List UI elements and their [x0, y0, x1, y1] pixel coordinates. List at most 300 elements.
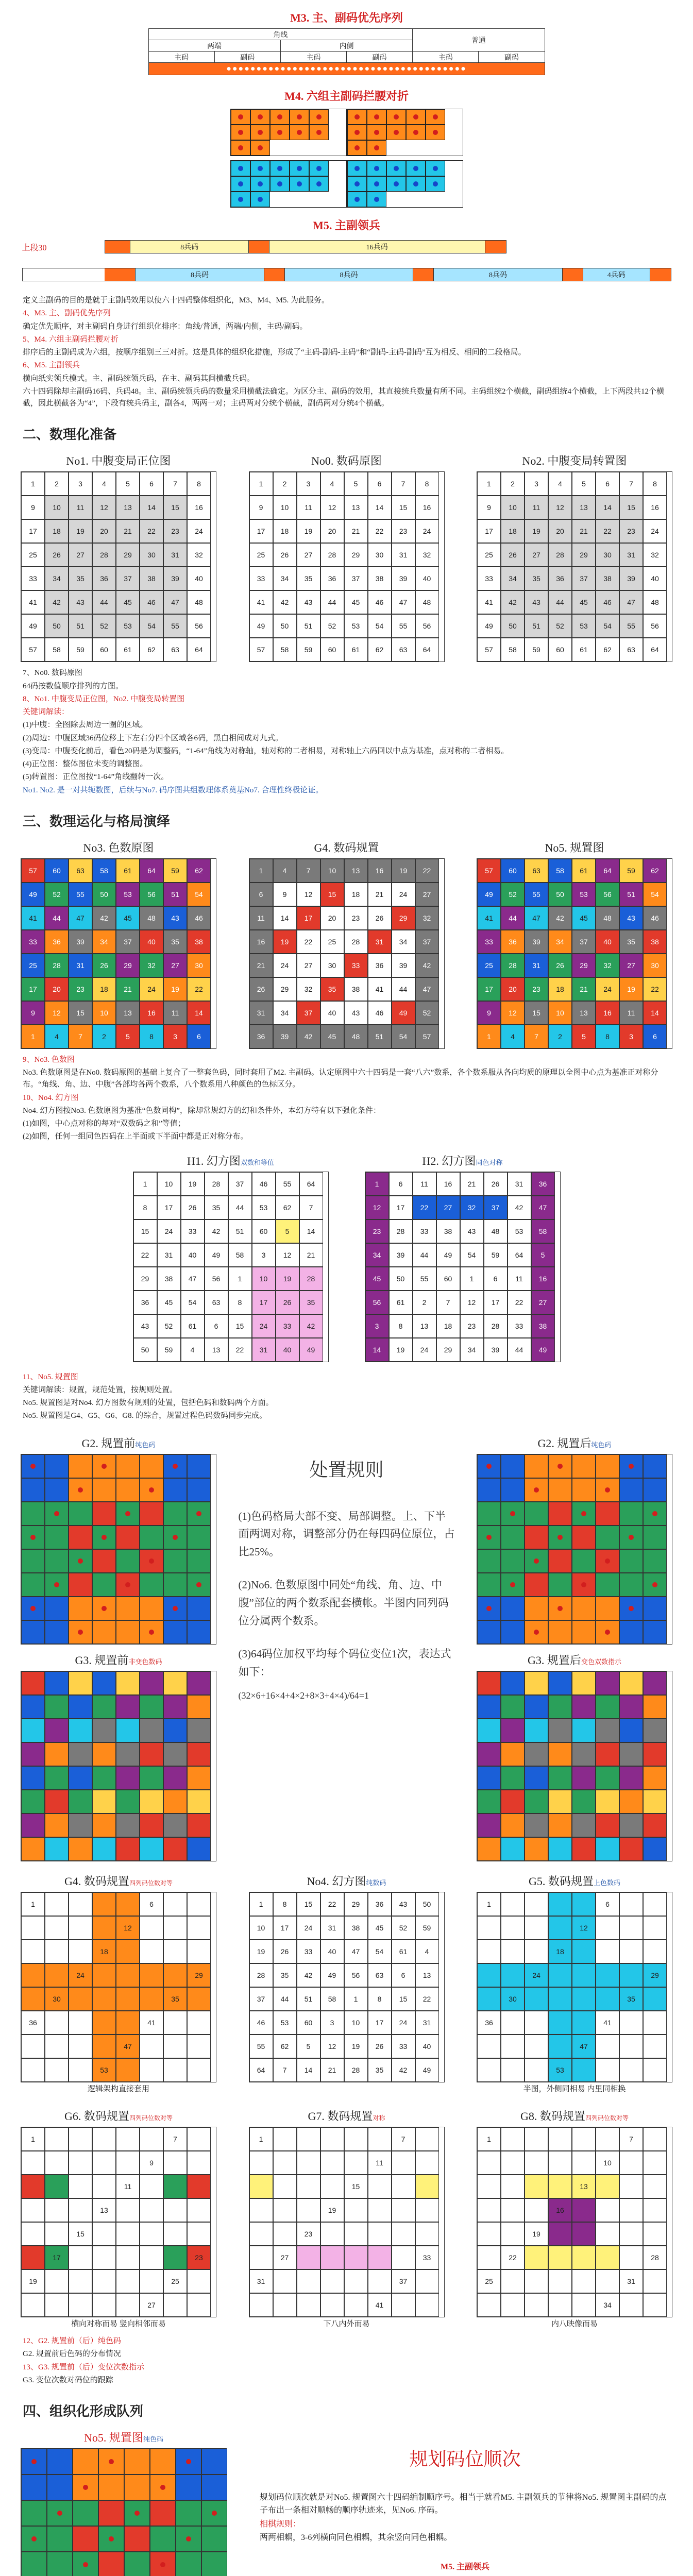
- grid-cell: 8: [140, 1025, 163, 1048]
- marker-dot: [109, 2459, 114, 2464]
- grid-cell: [73, 2526, 98, 2552]
- grid-cell: [477, 1742, 501, 1766]
- section-2-grids: [21, 452, 672, 662]
- grid-cell: 7: [392, 472, 415, 496]
- grid-cell: [619, 1790, 643, 1814]
- grid-cell: 24: [392, 883, 415, 906]
- grid-cell: [21, 1916, 45, 1940]
- grid-cell: [116, 1892, 140, 1916]
- grid-cell: [187, 1742, 211, 1766]
- grid-cell: 33: [508, 1314, 531, 1338]
- grid-cell: [501, 1573, 525, 1597]
- marker-dot: [258, 114, 263, 120]
- grid-cell: 3: [320, 2011, 344, 2035]
- grid-cell: 46: [368, 1001, 392, 1025]
- grid-cell: 17: [477, 519, 501, 543]
- marker-dot: [354, 114, 360, 120]
- grid-cell: 38: [531, 1314, 555, 1338]
- fold-cell: [231, 140, 250, 156]
- grid-cell: 37: [228, 1172, 252, 1196]
- grid-cell: 7: [525, 1025, 548, 1048]
- grid-cell: 47: [69, 906, 92, 930]
- m5-upper-strip: [105, 240, 506, 253]
- grid-cell: 52: [501, 883, 525, 906]
- grid-cell: 27: [619, 954, 643, 977]
- grid-cell: 7: [392, 2127, 415, 2151]
- marker-dot: [374, 114, 379, 120]
- grid-cell: 31: [619, 2269, 643, 2293]
- grid-cell: 23: [365, 1219, 389, 1243]
- grid-cell: 50: [92, 883, 116, 906]
- grid-cell: 28: [501, 954, 525, 977]
- g3-after-grid: [477, 1671, 672, 1861]
- marker-dot: [433, 114, 438, 120]
- grid-cell: 40: [276, 1338, 299, 1362]
- marker-dot: [510, 1511, 515, 1516]
- grid-cell: [596, 1916, 619, 1940]
- grid-cell: [45, 1940, 69, 1963]
- grid-cell: 33: [181, 1219, 205, 1243]
- note: No5. 规置图是对No4. 幻方图数有规则的处置，包括色码和数码两个方面。: [23, 1399, 274, 1407]
- grid-cell: [116, 1837, 140, 1861]
- fold-cell: [250, 176, 270, 192]
- grid-cell: 60: [320, 638, 344, 662]
- grid-cell: [572, 1620, 596, 1644]
- grid-cell: 62: [368, 638, 392, 662]
- marker-dot: [557, 1606, 563, 1611]
- m5-upper-label: 上段30: [22, 244, 47, 252]
- grid-cell: [73, 2500, 98, 2526]
- grid-cell: 37: [415, 930, 439, 954]
- fold-cell: [270, 161, 290, 176]
- grid-cell: [525, 2269, 548, 2293]
- grid-cell: 29: [116, 543, 140, 567]
- grid-cell: [45, 1526, 69, 1549]
- grid-cell: 36: [368, 954, 392, 977]
- grid-cell: 1: [477, 1892, 501, 1916]
- grid-cell: 7: [273, 2058, 297, 2082]
- grid-cell: [525, 2151, 548, 2175]
- marker-dot: [581, 1582, 586, 1587]
- grid-cell: [69, 1892, 92, 1916]
- grid-cell: [98, 2526, 124, 2552]
- grid-cell: 56: [140, 883, 163, 906]
- grid-cell: [21, 1790, 45, 1814]
- grid-cell: [163, 2058, 187, 2082]
- grid-cell: [176, 2552, 201, 2576]
- grid-cell: 1: [133, 1172, 157, 1196]
- grid-cell: 58: [548, 859, 572, 883]
- grid-cell: 41: [368, 977, 392, 1001]
- grid-cell: [643, 1766, 667, 1790]
- grid-cell: [501, 2269, 525, 2293]
- grid-cell: 27: [273, 2246, 297, 2269]
- grid-cell: 8: [273, 1892, 297, 1916]
- order-title: 规划码位顺次: [409, 2449, 521, 2469]
- grid-cell: [140, 1597, 163, 1620]
- grid-cell: 13: [572, 1001, 596, 1025]
- grid-cell: [98, 2449, 124, 2475]
- fold-cell: [426, 161, 445, 176]
- grid-cell: 23: [525, 977, 548, 1001]
- grid-cell: [21, 2500, 47, 2526]
- grid-cell: [572, 1987, 596, 2011]
- grid-cell: [140, 1987, 163, 2011]
- g-right-col: [477, 1435, 672, 1861]
- grid-cell: [69, 1837, 92, 1861]
- marker-dot: [297, 181, 302, 187]
- grid-cell: [501, 2151, 525, 2175]
- grid-cell: 24: [643, 519, 667, 543]
- grid-cell: 24: [69, 1963, 92, 1987]
- marker-dot: [258, 145, 263, 150]
- grid-cell: [163, 2035, 187, 2058]
- grid-cell: [572, 2269, 596, 2293]
- grid-cell: 44: [413, 1243, 436, 1267]
- no5-grid: [477, 858, 672, 1049]
- grid-cell: [619, 1573, 643, 1597]
- grid-cell: [187, 1814, 211, 1837]
- grid-cell: 15: [133, 1219, 157, 1243]
- grid-cell: [21, 2293, 45, 2317]
- g3r-sub: 非变色数码: [128, 1657, 162, 1666]
- grid-cell: [548, 1549, 572, 1573]
- grid-cell: [619, 1963, 643, 1987]
- marker-dot: [238, 197, 243, 202]
- grid-cell: 40: [415, 567, 439, 590]
- grid-cell: 12: [297, 883, 320, 906]
- fold-cell: [231, 109, 250, 125]
- grid-cell: [116, 1987, 140, 2011]
- marker-dot: [258, 197, 263, 202]
- grid-cell: [596, 2127, 619, 2151]
- grid-cell: 19: [181, 1172, 205, 1196]
- grid-cell: [596, 1695, 619, 1719]
- fold-cell: [406, 176, 426, 192]
- grid-cell: 43: [69, 590, 92, 614]
- grid-cell: [643, 2293, 667, 2317]
- grid-cell: 15: [392, 1987, 415, 2011]
- grid-cell: [201, 2449, 227, 2475]
- grid-cell: 6: [484, 1267, 508, 1291]
- marker-dot: [394, 181, 399, 187]
- g4-box: [21, 1873, 216, 2096]
- grid-cell: [525, 1526, 548, 1549]
- grid-cell: 63: [368, 1963, 392, 1987]
- grid-cell: [116, 1940, 140, 1963]
- intro-para: 横向纸实领兵模式。主、副码统领兵码，在主、副码其间横截兵码。: [23, 374, 255, 383]
- marker-dot: [78, 1487, 83, 1493]
- g4-grid: [21, 1892, 216, 2082]
- m3-label: 主码: [280, 52, 346, 63]
- grid-cell: [163, 1916, 187, 1940]
- grid-cell: [45, 1454, 69, 1478]
- marker-dot: [486, 1606, 492, 1611]
- grid-cell: [69, 2293, 92, 2317]
- intro-text: [21, 295, 672, 410]
- grid-cell: 17: [484, 1291, 508, 1314]
- grid-cell: [619, 2151, 643, 2175]
- grid-cell: 17: [368, 2011, 392, 2035]
- grid-cell: 13: [572, 2175, 596, 2198]
- grid-cell: [572, 1478, 596, 1502]
- grid-cell: [501, 1671, 525, 1695]
- grid-cell: 31: [157, 1243, 181, 1267]
- grid-cell: 36: [320, 567, 344, 590]
- grid-cell: 3: [163, 1025, 187, 1048]
- grid-cell: [21, 1620, 45, 1644]
- grid-cell: 34: [501, 567, 525, 590]
- grid-cell: [140, 1790, 163, 1814]
- grid-cell: 3: [525, 472, 548, 496]
- grid-cell: 28: [45, 954, 69, 977]
- grid-cell: [477, 1719, 501, 1742]
- grid-cell: [116, 2011, 140, 2035]
- grid-cell: 41: [596, 2011, 619, 2035]
- grid-cell: 18: [548, 1940, 572, 1963]
- grid-cell: 45: [368, 1916, 392, 1940]
- grid-cell: 36: [21, 2011, 45, 2035]
- grid-cell: [140, 2127, 163, 2151]
- grid-cell: 16: [415, 496, 439, 519]
- grid-cell: 11: [368, 2151, 392, 2175]
- grid-cell: 44: [320, 590, 344, 614]
- grid-cell: 35: [619, 930, 643, 954]
- marker-dot: [652, 1511, 657, 1516]
- grid-cell: [249, 2246, 273, 2269]
- grid-cell: 62: [187, 859, 211, 883]
- grid-cell: 17: [252, 1291, 276, 1314]
- strip-seg: [563, 268, 583, 281]
- marker-dot: [57, 2511, 62, 2516]
- grid-cell: 38: [157, 1267, 181, 1291]
- grid-cell: 53: [508, 1219, 531, 1243]
- grid-cell: [368, 2127, 392, 2151]
- grid-cell: [92, 2293, 116, 2317]
- marker-dot: [534, 1630, 539, 1635]
- grid-cell: 32: [187, 543, 211, 567]
- grid-cell: [477, 2035, 501, 2058]
- grid-cell: 1: [249, 859, 273, 883]
- grid-cell: 24: [187, 519, 211, 543]
- grid-cell: [69, 1916, 92, 1940]
- grid-cell: 19: [389, 1338, 413, 1362]
- marker-dot: [173, 1606, 178, 1611]
- grid-cell: 38: [643, 930, 667, 954]
- grid-cell: [92, 1742, 116, 1766]
- grid-cell: 33: [21, 567, 45, 590]
- grid-cell: 29: [133, 1267, 157, 1291]
- note: 7、No0. 数码原图: [23, 669, 82, 677]
- grid-cell: 13: [413, 1314, 436, 1338]
- grid-cell: [619, 2035, 643, 2058]
- grid-cell: 17: [45, 2246, 69, 2269]
- grid-cell: 39: [389, 1243, 413, 1267]
- marker-dot: [374, 130, 379, 135]
- grid-cell: 64: [187, 638, 211, 662]
- no2-title: No2. 中腹变局转置图: [522, 454, 627, 468]
- grid-cell: [572, 1573, 596, 1597]
- fold-cell: [270, 109, 290, 125]
- grid-cell: [548, 2035, 572, 2058]
- grid-cell: [45, 1597, 69, 1620]
- marker-dot: [354, 130, 360, 135]
- grid-cell: 22: [415, 859, 439, 883]
- grid-cell: 23: [163, 519, 187, 543]
- marker-dot: [605, 1558, 610, 1564]
- fold-cell: [367, 109, 386, 125]
- grid-cell: [187, 2293, 211, 2317]
- grid-cell: 11: [413, 1172, 436, 1196]
- grid-cell: 33: [344, 954, 368, 977]
- grid-cell: 5: [116, 1025, 140, 1048]
- grid-cell: 21: [299, 1243, 323, 1267]
- marker-dot: [83, 2485, 88, 2490]
- grid-cell: 64: [140, 859, 163, 883]
- grid-cell: 39: [484, 1338, 508, 1362]
- grid-cell: 48: [187, 590, 211, 614]
- grid-cell: 24: [525, 1963, 548, 1987]
- grid-cell: 62: [596, 638, 619, 662]
- marker-dot: [54, 1582, 59, 1587]
- grid-cell: [163, 1766, 187, 1790]
- grid-cell: 62: [140, 638, 163, 662]
- grid-cell: [572, 1695, 596, 1719]
- grid-cell: 12: [276, 1243, 299, 1267]
- grid-cell: 34: [273, 1001, 297, 1025]
- grid-cell: 58: [228, 1243, 252, 1267]
- grid-cell: [249, 2198, 273, 2222]
- marker-dot: [238, 166, 243, 171]
- grid-cell: 14: [365, 1338, 389, 1362]
- grid-cell: [150, 2449, 176, 2475]
- grid-cell: 60: [92, 638, 116, 662]
- grid-cell: [619, 1502, 643, 1526]
- grid-cell: 24: [596, 977, 619, 1001]
- grid-cell: 30: [187, 954, 211, 977]
- marker-dot: [277, 130, 282, 135]
- grid-cell: 26: [45, 543, 69, 567]
- g6-box: [21, 2108, 216, 2331]
- grid-cell: 5: [297, 2035, 320, 2058]
- strip-seg: 4兵码: [583, 268, 650, 281]
- fold-cell: [290, 176, 309, 192]
- grid-cell: 43: [619, 906, 643, 930]
- marker-dot: [160, 2562, 165, 2567]
- grid-cell: [140, 1549, 163, 1573]
- grid-cell: 53: [548, 2058, 572, 2082]
- grid-cell: [477, 1963, 501, 1987]
- grid-cell: 30: [501, 1987, 525, 2011]
- marker-dot: [534, 1558, 539, 1564]
- grid-cell: [320, 2293, 344, 2317]
- grid-cell: 13: [92, 2198, 116, 2222]
- grid-cell: 8: [368, 1987, 392, 2011]
- marker-dot: [354, 166, 360, 171]
- grid-cell: [163, 2293, 187, 2317]
- grid-cell: 53: [572, 614, 596, 638]
- grid-cell: [92, 1790, 116, 1814]
- marker-dot: [160, 2485, 165, 2490]
- grid-cell: 31: [508, 1172, 531, 1196]
- marker-dot: [297, 114, 302, 120]
- grid-cell: 31: [249, 2269, 273, 2293]
- grid-cell: 22: [415, 1987, 439, 2011]
- grid-cell: 31: [69, 954, 92, 977]
- grid-cell: 34: [365, 1243, 389, 1267]
- grid-cell: 42: [299, 1314, 323, 1338]
- grid-cell: 29: [273, 977, 297, 1001]
- strip-seg: [413, 268, 434, 281]
- grid-cell: 1: [249, 2127, 273, 2151]
- grid-cell: 31: [619, 543, 643, 567]
- grid-cell: [69, 2246, 92, 2269]
- grid-cell: [572, 1963, 596, 1987]
- grid-cell: 50: [133, 1338, 157, 1362]
- marker-dot: [433, 181, 438, 187]
- marker-dot: [238, 145, 243, 150]
- grid-cell: 40: [187, 567, 211, 590]
- grid-cell: 8: [389, 1314, 413, 1338]
- grid-cell: 48: [643, 590, 667, 614]
- grid-cell: [572, 1719, 596, 1742]
- grid-cell: [501, 2035, 525, 2058]
- strip-seg: [23, 268, 105, 281]
- grid-cell: [619, 2293, 643, 2317]
- grid-cell: 40: [320, 1001, 344, 1025]
- grid-cell: 3: [69, 472, 92, 496]
- fold-cell: [367, 176, 386, 192]
- h2-title: [365, 1153, 561, 1168]
- grid-cell: 50: [548, 883, 572, 906]
- grid-cell: 57: [477, 859, 501, 883]
- grid-cell: 57: [249, 638, 273, 662]
- grid-cell: [415, 2293, 439, 2317]
- marker-dot: [605, 1630, 610, 1635]
- grid-cell: [297, 2175, 320, 2198]
- grid-cell: 23: [297, 2222, 320, 2246]
- grid-cell: [572, 1814, 596, 1837]
- note: G3. 变位次数对码位的跟踪: [23, 2376, 113, 2384]
- grid-cell: [525, 1502, 548, 1526]
- grid-cell: 29: [187, 1963, 211, 1987]
- g4-caption: 逻辑架构直接套用: [87, 2084, 149, 2093]
- grid-cell: 23: [460, 1314, 484, 1338]
- grid-cell: 61: [572, 859, 596, 883]
- grid-cell: [21, 1671, 45, 1695]
- grid-cell: [596, 1573, 619, 1597]
- grid-cell: [73, 2475, 98, 2500]
- grid-cell: [187, 1597, 211, 1620]
- grid-cell: 33: [21, 930, 45, 954]
- grid-cell: [69, 1620, 92, 1644]
- g8-title-text: G8. 数码规置: [520, 2109, 585, 2123]
- grid-cell: [525, 2293, 548, 2317]
- g6-sub: 四列码位数对等: [129, 2114, 173, 2122]
- grid-cell: 62: [273, 2035, 297, 2058]
- grid-cell: [21, 2198, 45, 2222]
- grid-cell: 35: [297, 567, 320, 590]
- m3-sub-1: 两端: [148, 40, 280, 52]
- grid-cell: 42: [501, 590, 525, 614]
- grid-cell: 52: [320, 614, 344, 638]
- grid-cell: [116, 2222, 140, 2246]
- grid-cell: [150, 2475, 176, 2500]
- grid-cell: 44: [92, 590, 116, 614]
- grid-cell: 30: [368, 543, 392, 567]
- grid-cell: [187, 1892, 211, 1916]
- fold-cell: [250, 140, 270, 156]
